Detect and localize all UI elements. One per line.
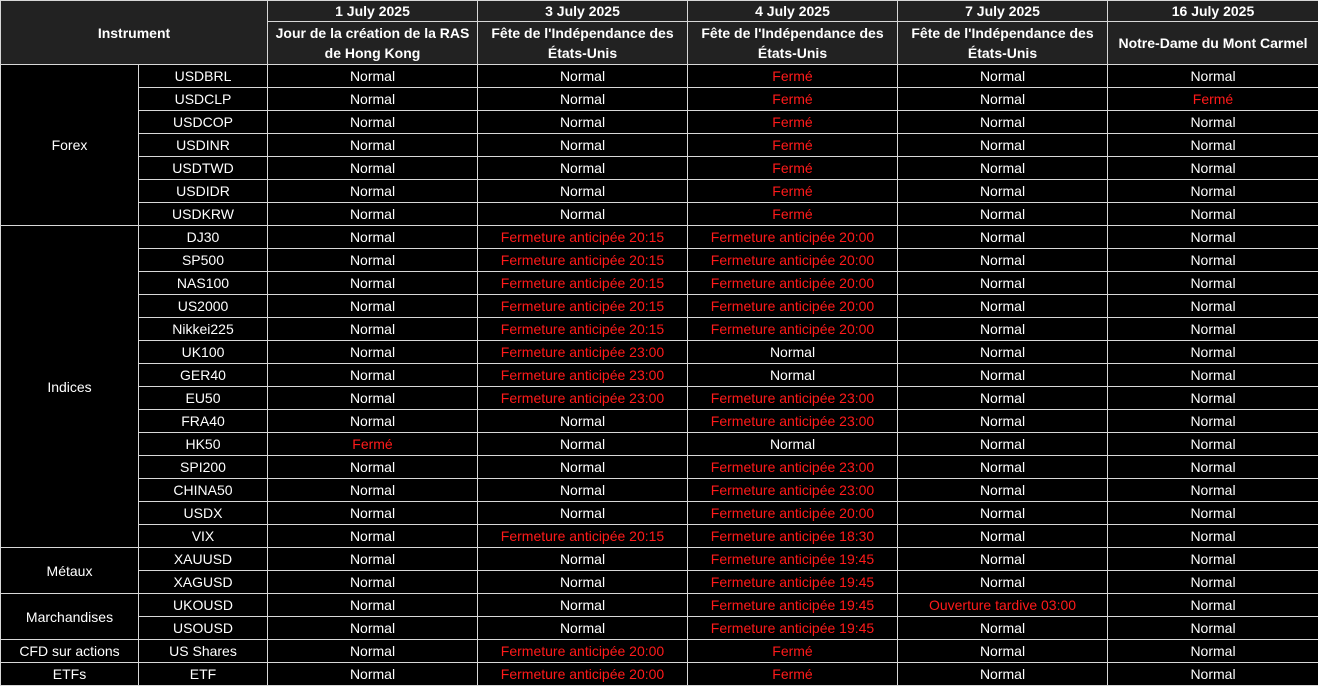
status-cell: Normal (478, 65, 688, 88)
table-row (1, 249, 1318, 272)
table-row (1, 663, 1318, 686)
status-cell: Fermé (688, 88, 898, 111)
status-cell: Normal (1108, 548, 1318, 571)
table-row (1, 226, 1318, 249)
category-cell: ETFs (1, 663, 139, 686)
symbol-cell: US2000 (139, 295, 268, 318)
status-cell: Normal (1108, 640, 1318, 663)
status-cell: Normal (898, 226, 1108, 249)
holiday-name-header: Notre-Dame du Mont Carmel (1108, 22, 1318, 65)
status-cell: Normal (1108, 203, 1318, 226)
status-cell: Fermeture anticipée 20:00 (688, 272, 898, 295)
status-cell: Fermeture anticipée 19:45 (688, 548, 898, 571)
table-row (1, 571, 1318, 594)
status-cell: Fermeture anticipée 20:15 (478, 318, 688, 341)
status-cell: Normal (898, 249, 1108, 272)
status-cell: Fermeture anticipée 19:45 (688, 594, 898, 617)
status-cell: Normal (1108, 295, 1318, 318)
date-header: 7 July 2025 (898, 1, 1108, 22)
status-cell: Normal (898, 180, 1108, 203)
status-cell: Fermé (688, 157, 898, 180)
status-cell: Normal (898, 364, 1108, 387)
date-header: 1 July 2025 (268, 1, 478, 22)
status-cell: Normal (478, 433, 688, 456)
symbol-cell: XAUUSD (139, 548, 268, 571)
status-cell: Normal (1108, 180, 1318, 203)
status-cell: Ouverture tardive 03:00 (898, 594, 1108, 617)
status-cell: Normal (268, 249, 478, 272)
symbol-cell: Nikkei225 (139, 318, 268, 341)
status-cell: Normal (898, 65, 1108, 88)
table-row (1, 479, 1318, 502)
status-cell: Normal (268, 640, 478, 663)
status-cell: Normal (898, 456, 1108, 479)
status-cell: Normal (268, 157, 478, 180)
table-row (1, 88, 1318, 111)
status-cell: Normal (1108, 134, 1318, 157)
status-cell: Normal (898, 525, 1108, 548)
status-cell: Fermeture anticipée 19:45 (688, 617, 898, 640)
table-row (1, 364, 1318, 387)
status-cell: Normal (268, 226, 478, 249)
status-cell: Normal (898, 111, 1108, 134)
status-cell: Normal (268, 410, 478, 433)
status-cell: Normal (1108, 157, 1318, 180)
status-cell: Normal (688, 364, 898, 387)
status-cell: Fermeture anticipée 20:00 (688, 502, 898, 525)
status-cell: Normal (1108, 479, 1318, 502)
status-cell: Normal (898, 410, 1108, 433)
status-cell: Fermeture anticipée 23:00 (688, 410, 898, 433)
date-header: 4 July 2025 (688, 1, 898, 22)
status-cell: Normal (1108, 617, 1318, 640)
table-row (1, 295, 1318, 318)
symbol-cell: USDTWD (139, 157, 268, 180)
table-row (1, 456, 1318, 479)
status-cell: Fermeture anticipée 23:00 (688, 456, 898, 479)
status-cell: Fermeture anticipée 20:15 (478, 226, 688, 249)
status-cell: Normal (478, 203, 688, 226)
table-row (1, 387, 1318, 410)
symbol-cell: GER40 (139, 364, 268, 387)
category-cell: Indices (1, 226, 139, 548)
status-cell: Normal (1108, 502, 1318, 525)
status-cell: Normal (898, 433, 1108, 456)
category-cell: Métaux (1, 548, 139, 594)
status-cell: Fermé (688, 111, 898, 134)
symbol-cell: UK100 (139, 341, 268, 364)
status-cell: Normal (898, 548, 1108, 571)
status-cell: Normal (898, 571, 1108, 594)
status-cell: Fermeture anticipée 20:00 (688, 318, 898, 341)
symbol-cell: USDINR (139, 134, 268, 157)
table-body (1, 65, 1318, 686)
table-header (1, 1, 1318, 65)
status-cell: Normal (898, 479, 1108, 502)
status-cell: Normal (268, 387, 478, 410)
status-cell: Normal (1108, 341, 1318, 364)
symbol-cell: NAS100 (139, 272, 268, 295)
status-cell: Normal (898, 640, 1108, 663)
status-cell: Fermeture anticipée 23:00 (688, 387, 898, 410)
status-cell: Normal (478, 456, 688, 479)
status-cell: Normal (268, 456, 478, 479)
table-row (1, 341, 1318, 364)
table-row (1, 433, 1318, 456)
status-cell: Normal (1108, 571, 1318, 594)
status-cell: Normal (268, 180, 478, 203)
status-cell: Fermeture anticipée 19:45 (688, 571, 898, 594)
status-cell: Normal (1108, 364, 1318, 387)
table-row (1, 65, 1318, 88)
status-cell: Normal (898, 502, 1108, 525)
status-cell: Fermeture anticipée 23:00 (478, 387, 688, 410)
status-cell: Fermeture anticipée 20:00 (688, 249, 898, 272)
status-cell: Normal (268, 88, 478, 111)
date-header: 3 July 2025 (478, 1, 688, 22)
status-cell: Normal (268, 272, 478, 295)
status-cell: Fermeture anticipée 20:15 (478, 272, 688, 295)
status-cell: Normal (478, 617, 688, 640)
status-cell: Normal (478, 479, 688, 502)
status-cell: Normal (898, 203, 1108, 226)
status-cell: Normal (268, 594, 478, 617)
holiday-name-header: Fête de l'Indépendance des États-Unis (688, 22, 898, 65)
status-cell: Normal (1108, 663, 1318, 686)
status-cell: Normal (268, 525, 478, 548)
table-row (1, 318, 1318, 341)
status-cell: Normal (898, 318, 1108, 341)
symbol-cell: HK50 (139, 433, 268, 456)
symbol-cell: USOUSD (139, 617, 268, 640)
table-row (1, 410, 1318, 433)
status-cell: Normal (268, 111, 478, 134)
status-cell: Normal (1108, 318, 1318, 341)
table-row (1, 525, 1318, 548)
status-cell: Normal (268, 295, 478, 318)
symbol-cell: FRA40 (139, 410, 268, 433)
status-cell: Fermeture anticipée 20:15 (478, 525, 688, 548)
status-cell: Normal (268, 318, 478, 341)
status-cell: Normal (268, 663, 478, 686)
symbol-cell: UKOUSD (139, 594, 268, 617)
status-cell: Fermeture anticipée 20:15 (478, 295, 688, 318)
status-cell: Normal (478, 594, 688, 617)
symbol-cell: USDCOP (139, 111, 268, 134)
status-cell: Fermeture anticipée 18:30 (688, 525, 898, 548)
status-cell: Normal (898, 134, 1108, 157)
symbol-cell: USDX (139, 502, 268, 525)
symbol-cell: ETF (139, 663, 268, 686)
table-row (1, 203, 1318, 226)
table-row (1, 548, 1318, 571)
table-row (1, 594, 1318, 617)
status-cell: Fermeture anticipée 23:00 (688, 479, 898, 502)
status-cell: Fermeture anticipée 20:15 (478, 249, 688, 272)
category-cell: Marchandises (1, 594, 139, 640)
status-cell: Fermeture anticipée 20:00 (478, 640, 688, 663)
status-cell: Normal (268, 548, 478, 571)
status-cell: Normal (268, 571, 478, 594)
status-cell: Normal (268, 364, 478, 387)
status-cell: Normal (688, 433, 898, 456)
status-cell: Normal (478, 502, 688, 525)
status-cell: Fermeture anticipée 20:00 (688, 295, 898, 318)
table-row (1, 180, 1318, 203)
status-cell: Normal (478, 571, 688, 594)
status-cell: Fermé (268, 433, 478, 456)
status-cell: Normal (268, 341, 478, 364)
status-cell: Normal (478, 111, 688, 134)
status-cell: Fermé (688, 134, 898, 157)
status-cell: Fermé (688, 203, 898, 226)
status-cell: Normal (1108, 249, 1318, 272)
symbol-cell: CHINA50 (139, 479, 268, 502)
status-cell: Normal (478, 134, 688, 157)
instrument-header: Instrument (1, 1, 268, 65)
status-cell: Fermeture anticipée 20:00 (478, 663, 688, 686)
status-cell: Normal (898, 617, 1108, 640)
status-cell: Normal (898, 387, 1108, 410)
status-cell: Normal (1108, 387, 1318, 410)
holiday-name-header: Fête de l'Indépendance des États-Unis (478, 22, 688, 65)
table-row (1, 502, 1318, 525)
status-cell: Fermé (688, 180, 898, 203)
status-cell: Normal (898, 295, 1108, 318)
status-cell: Normal (478, 410, 688, 433)
status-cell: Normal (898, 157, 1108, 180)
status-cell: Normal (1108, 226, 1318, 249)
symbol-cell: USDCLP (139, 88, 268, 111)
status-cell: Fermé (688, 65, 898, 88)
status-cell: Normal (898, 663, 1108, 686)
status-cell: Fermé (688, 663, 898, 686)
table-row (1, 134, 1318, 157)
status-cell: Normal (1108, 433, 1318, 456)
status-cell: Normal (268, 134, 478, 157)
symbol-cell: USDKRW (139, 203, 268, 226)
status-cell: Normal (268, 617, 478, 640)
symbol-cell: DJ30 (139, 226, 268, 249)
status-cell: Normal (478, 548, 688, 571)
symbol-cell: SP500 (139, 249, 268, 272)
symbol-cell: VIX (139, 525, 268, 548)
table-row (1, 617, 1318, 640)
status-cell: Normal (1108, 272, 1318, 295)
symbol-cell: EU50 (139, 387, 268, 410)
symbol-cell: USDBRL (139, 65, 268, 88)
status-cell: Normal (898, 272, 1108, 295)
status-cell: Normal (1108, 456, 1318, 479)
status-cell: Normal (268, 203, 478, 226)
symbol-cell: USDIDR (139, 180, 268, 203)
status-cell: Fermé (688, 640, 898, 663)
status-cell: Normal (898, 88, 1108, 111)
table-row (1, 272, 1318, 295)
status-cell: Normal (1108, 410, 1318, 433)
category-cell: CFD sur actions (1, 640, 139, 663)
status-cell: Normal (268, 502, 478, 525)
holiday-name-header: Jour de la création de la RAS de Hong Kong (268, 22, 478, 65)
status-cell: Normal (1108, 525, 1318, 548)
symbol-cell: US Shares (139, 640, 268, 663)
date-header: 16 July 2025 (1108, 1, 1318, 22)
status-cell: Normal (1108, 65, 1318, 88)
status-cell: Normal (478, 180, 688, 203)
status-cell: Normal (1108, 594, 1318, 617)
status-cell: Normal (898, 341, 1108, 364)
status-cell: Fermeture anticipée 20:00 (688, 226, 898, 249)
status-cell: Normal (1108, 111, 1318, 134)
status-cell: Normal (478, 88, 688, 111)
symbol-cell: SPI200 (139, 456, 268, 479)
status-cell: Fermé (1108, 88, 1318, 111)
table-row (1, 111, 1318, 134)
holiday-name-header: Fête de l'Indépendance des États-Unis (898, 22, 1108, 65)
status-cell: Normal (268, 65, 478, 88)
status-cell: Normal (478, 157, 688, 180)
status-cell: Normal (688, 341, 898, 364)
table-row (1, 640, 1318, 663)
status-cell: Fermeture anticipée 23:00 (478, 341, 688, 364)
table-row (1, 157, 1318, 180)
status-cell: Fermeture anticipée 23:00 (478, 364, 688, 387)
symbol-cell: XAGUSD (139, 571, 268, 594)
category-cell: Forex (1, 65, 139, 226)
status-cell: Normal (268, 479, 478, 502)
